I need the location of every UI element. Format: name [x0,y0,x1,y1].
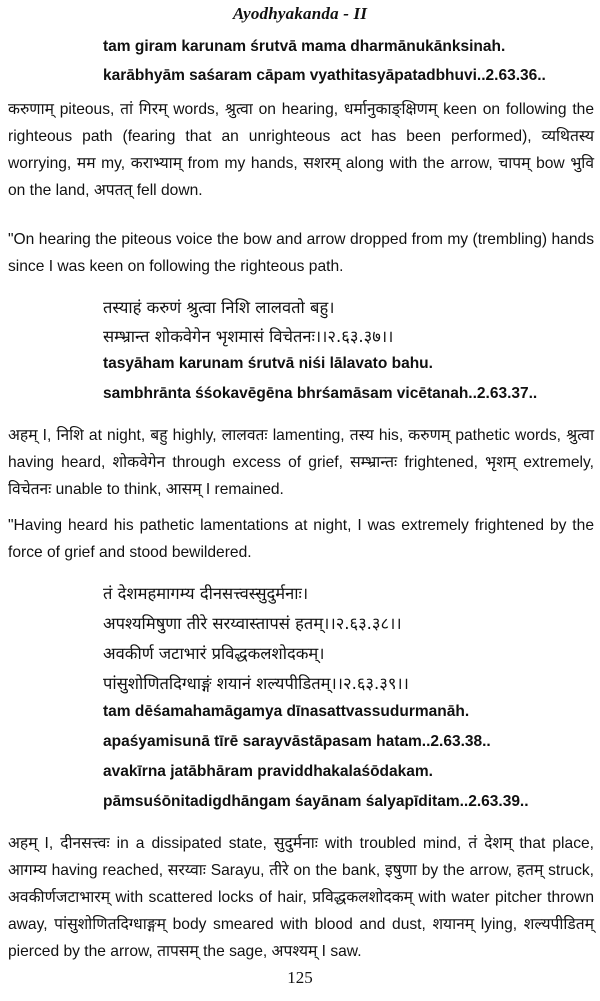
verse-line-transliteration: pāmsuśōnitadigdhāngam śayānam śalyapīditam..2.63.39.. [103,793,529,810]
verse-line-transliteration: tasyāham karunam śrutvā niśi lālavato bahu. [103,355,433,372]
verse-line-devanagari: सम्भ्रान्त शोकवेगेन भृशमासं विचेतनः।।२.६३.३७।। [103,327,394,346]
translation-37: "Having heard his pathetic lamentations at night, I was extremely frightened by the force of grief and stood bewildered. [8,517,594,561]
verse-line: tam giram karunam śrutvā mama dharmānukānksinah. [103,38,506,55]
verse-line-devanagari: पांसुशोणितदिग्धाङ्गं शयानं शल्यपीडितम्।।२.६३.३९।। [103,674,409,693]
translation-36: "On hearing the piteous voice the bow and arrow dropped from my (trembling) hands since I was keen on following the righteous path. [8,231,594,275]
verse-line-transliteration: tam dēśamahamāgamya dīnasattvassudurmanāh. [103,703,470,720]
page-number: 125 [287,968,313,987]
word-gloss-37: अहम् I, निशि at night, बहु highly, लालवतः lamenting, तस्य his, करुणम् pathetic words, श्रुत्वा having heard, शोकवेगेन through excess of grief, सम्भ्रान्तः frightened, भृशम् extremely, विचेतनः unable to think, आसम् I remained. [8,427,594,498]
verse-line-transliteration: avakīrna jatābhāram praviddhakalaśōdakam. [103,763,433,780]
verse-line-devanagari: अवकीर्ण जटाभारं प्रविद्धकलशोदकम्। [103,644,325,663]
verse-line-transliteration: sambhrānta śśokavēgēna bhrśamāsam vicētanah..2.63.37.. [103,385,538,402]
verse-line-transliteration: apaśyamisunā tīrē sarayvāstāpasam hatam..2.63.38.. [103,733,491,750]
running-header: Ayodhyakanda - II [232,4,368,23]
verse-line-devanagari: तस्याहं करुणं श्रुत्वा निशि लालवतो बहु। [103,298,335,317]
word-gloss-36: करुणाम् piteous, तां गिरम् words, श्रुत्वा on hearing, धर्मानुकाङ्क्षिणम् keen on following the righteous path (fearing that an unrighteous act has been performed), व्यथितस्य worrying, मम my, कराभ्याम् from my hands, सशरम् along with the arrow, चापम् bow भुवि on the land, अपतत् fell down. [8,101,594,199]
verse-line: karābhyām saśaram cāpam vyathitasyāpatadbhuvi..2.63.36.. [103,67,546,84]
word-gloss-38-39: अहम् I, दीनसत्त्वः in a dissipated state, सुदुर्मनाः with troubled mind, तं देशम् that place, आगम्य having reached, सरय्वाः Sarayu, तीरे on the bank, इषुणा by the arrow, हतम् struck, अवकीर्णजटाभारम् with scattered locks of hair, प्रविद्धकलशोदकम् with water pitcher thrown away, पांसुशोणितदिग्धाङ्गम् body smeared with blood and dust, शयानम् lying, शल्यपीडितम् pierced by the arrow, तापसम् the sage, अपश्यम् I saw. [8,835,594,960]
verse-line-devanagari: अपश्यमिषुणा तीरे सरय्वास्तापसं हतम्।।२.६३.३८।। [103,614,402,633]
verse-line-devanagari: तं देशमहमागम्य दीनसत्त्वस्सुदुर्मनाः। [103,584,309,603]
